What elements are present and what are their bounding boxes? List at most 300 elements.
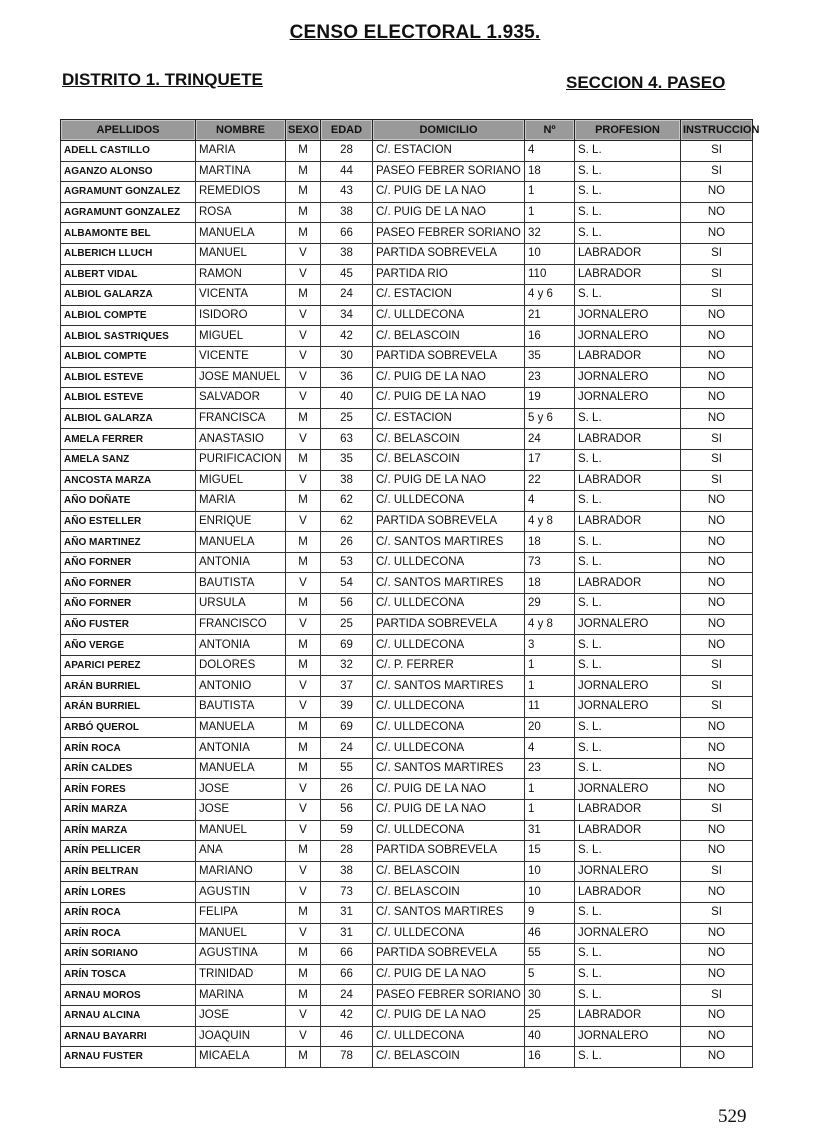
cell-domicilio: C/. PUIG DE LA NAO (373, 779, 525, 800)
table-row (61, 1005, 753, 1026)
cell-edad: 28 (321, 841, 373, 862)
cell-instruccion: NO (681, 1026, 753, 1047)
cell-profesion: LABRADOR (575, 470, 681, 491)
cell-domicilio: PARTIDA SOBREVELA (373, 346, 525, 367)
cell-nombre: ANTONIO (196, 676, 286, 697)
table-row (61, 882, 753, 903)
cell-numero: 19 (525, 388, 575, 409)
cell-nombre: ANTONIA (196, 635, 286, 656)
cell-numero: 18 (525, 161, 575, 182)
cell-instruccion: NO (681, 491, 753, 512)
cell-nombre: URSULA (196, 594, 286, 615)
cell-apellidos: ARÍN ROCA (61, 738, 196, 759)
cell-nombre: DOLORES (196, 655, 286, 676)
cell-domicilio: C/. PUIG DE LA NAO (373, 182, 525, 203)
cell-apellidos: ALBIOL ESTEVE (61, 388, 196, 409)
cell-domicilio: C/. BELASCOIN (373, 326, 525, 347)
cell-nombre: VICENTE (196, 346, 286, 367)
table-row (61, 779, 753, 800)
cell-instruccion: NO (681, 305, 753, 326)
cell-nombre: BAUTISTA (196, 697, 286, 718)
cell-edad: 69 (321, 717, 373, 738)
cell-sexo: M (286, 841, 321, 862)
cell-apellidos: AÑO FORNER (61, 573, 196, 594)
cell-domicilio: C/. BELASCOIN (373, 1047, 525, 1068)
cell-apellidos: AÑO FORNER (61, 594, 196, 615)
cell-instruccion: NO (681, 408, 753, 429)
header-edad: EDAD (321, 120, 373, 141)
cell-profesion: JORNALERO (575, 923, 681, 944)
cell-instruccion: SI (681, 655, 753, 676)
cell-domicilio: C/. SANTOS MARTIRES (373, 532, 525, 553)
cell-sexo: M (286, 985, 321, 1006)
cell-instruccion: NO (681, 552, 753, 573)
cell-numero: 21 (525, 305, 575, 326)
header-sexo: SEXO (286, 120, 321, 141)
cell-instruccion: NO (681, 223, 753, 244)
cell-apellidos: ALBIOL SASTRIQUES (61, 326, 196, 347)
cell-domicilio: PARTIDA SOBREVELA (373, 841, 525, 862)
cell-instruccion: SI (681, 800, 753, 821)
cell-nombre: VICENTA (196, 285, 286, 306)
cell-sexo: V (286, 614, 321, 635)
cell-nombre: AGUSTIN (196, 882, 286, 903)
cell-apellidos: ARÍN ROCA (61, 923, 196, 944)
table-row (61, 367, 753, 388)
cell-edad: 56 (321, 800, 373, 821)
header-domicilio: DOMICILIO (373, 120, 525, 141)
cell-profesion: LABRADOR (575, 882, 681, 903)
table-row (61, 985, 753, 1006)
cell-nombre: RAMON (196, 264, 286, 285)
cell-apellidos: ARBÓ QUEROL (61, 717, 196, 738)
cell-numero: 46 (525, 923, 575, 944)
cell-edad: 24 (321, 985, 373, 1006)
cell-nombre: MARIANO (196, 861, 286, 882)
table-row (61, 758, 753, 779)
cell-instruccion: NO (681, 594, 753, 615)
cell-numero: 18 (525, 573, 575, 594)
table-row (61, 182, 753, 203)
cell-nombre: MARINA (196, 985, 286, 1006)
table-row (61, 141, 753, 162)
table-row (61, 841, 753, 862)
cell-apellidos: AÑO ESTELLER (61, 511, 196, 532)
cell-sexo: V (286, 923, 321, 944)
cell-instruccion: NO (681, 738, 753, 759)
cell-apellidos: ARNAU MOROS (61, 985, 196, 1006)
cell-apellidos: ALBERT VIDAL (61, 264, 196, 285)
table-row (61, 285, 753, 306)
cell-sexo: M (286, 182, 321, 203)
cell-edad: 31 (321, 923, 373, 944)
cell-edad: 36 (321, 367, 373, 388)
cell-nombre: FELIPA (196, 902, 286, 923)
cell-edad: 78 (321, 1047, 373, 1068)
cell-edad: 42 (321, 1005, 373, 1026)
cell-numero: 1 (525, 779, 575, 800)
cell-edad: 69 (321, 635, 373, 656)
cell-apellidos: ARÍN FORES (61, 779, 196, 800)
cell-edad: 24 (321, 738, 373, 759)
cell-numero: 25 (525, 1005, 575, 1026)
cell-domicilio: C/. P. FERRER (373, 655, 525, 676)
cell-numero: 1 (525, 202, 575, 223)
cell-sexo: V (286, 861, 321, 882)
cell-profesion: S. L. (575, 223, 681, 244)
cell-nombre: REMEDIOS (196, 182, 286, 203)
cell-instruccion: SI (681, 697, 753, 718)
cell-profesion: JORNALERO (575, 388, 681, 409)
cell-apellidos: ALBIOL ESTEVE (61, 367, 196, 388)
cell-instruccion: NO (681, 1047, 753, 1068)
cell-apellidos: ADELL CASTILLO (61, 141, 196, 162)
cell-profesion: S. L. (575, 594, 681, 615)
cell-domicilio: C/. SANTOS MARTIRES (373, 676, 525, 697)
cell-edad: 66 (321, 223, 373, 244)
cell-edad: 26 (321, 779, 373, 800)
cell-instruccion: NO (681, 923, 753, 944)
cell-sexo: M (286, 161, 321, 182)
cell-apellidos: AÑO VERGE (61, 635, 196, 656)
cell-sexo: M (286, 491, 321, 512)
cell-nombre: MANUELA (196, 758, 286, 779)
cell-domicilio: C/. PUIG DE LA NAO (373, 470, 525, 491)
cell-edad: 37 (321, 676, 373, 697)
table-row (61, 1026, 753, 1047)
cell-sexo: M (286, 285, 321, 306)
table-row (61, 923, 753, 944)
cell-apellidos: ALBAMONTE BEL (61, 223, 196, 244)
header-nombre: NOMBRE (196, 120, 286, 141)
cell-instruccion: NO (681, 511, 753, 532)
cell-instruccion: NO (681, 841, 753, 862)
cell-edad: 40 (321, 388, 373, 409)
cell-domicilio: PARTIDA RIO (373, 264, 525, 285)
cell-numero: 9 (525, 902, 575, 923)
cell-profesion: S. L. (575, 408, 681, 429)
cell-domicilio: C/. PUIG DE LA NAO (373, 800, 525, 821)
table-row (61, 305, 753, 326)
cell-domicilio: C/. SANTOS MARTIRES (373, 902, 525, 923)
cell-nombre: JOSE MANUEL (196, 367, 286, 388)
cell-profesion: S. L. (575, 1047, 681, 1068)
table-row (61, 717, 753, 738)
table-row (61, 449, 753, 470)
table-row (61, 388, 753, 409)
cell-numero: 4 (525, 491, 575, 512)
cell-profesion: S. L. (575, 182, 681, 203)
cell-instruccion: NO (681, 882, 753, 903)
cell-profesion: JORNALERO (575, 326, 681, 347)
cell-nombre: MANUEL (196, 243, 286, 264)
cell-nombre: TRINIDAD (196, 964, 286, 985)
cell-domicilio: C/. ULLDECONA (373, 697, 525, 718)
table-header-row (61, 120, 753, 141)
cell-sexo: M (286, 532, 321, 553)
table-row (61, 491, 753, 512)
cell-numero: 31 (525, 820, 575, 841)
table-row (61, 470, 753, 491)
cell-apellidos: AÑO DOÑATE (61, 491, 196, 512)
cell-sexo: M (286, 408, 321, 429)
cell-edad: 43 (321, 182, 373, 203)
cell-profesion: LABRADOR (575, 573, 681, 594)
cell-numero: 4 (525, 738, 575, 759)
table-row (61, 944, 753, 965)
table-row (61, 697, 753, 718)
cell-domicilio: C/. PUIG DE LA NAO (373, 1005, 525, 1026)
document-title: CENSO ELECTORAL 1.935. (289, 22, 541, 43)
cell-nombre: ROSA (196, 202, 286, 223)
cell-profesion: JORNALERO (575, 305, 681, 326)
cell-domicilio: C/. PUIG DE LA NAO (373, 367, 525, 388)
cell-sexo: M (286, 758, 321, 779)
cell-profesion: S. L. (575, 449, 681, 470)
cell-apellidos: ARÍN BELTRAN (61, 861, 196, 882)
cell-numero: 3 (525, 635, 575, 656)
cell-instruccion: NO (681, 202, 753, 223)
cell-numero: 23 (525, 758, 575, 779)
cell-numero: 22 (525, 470, 575, 491)
table-row (61, 429, 753, 450)
cell-domicilio: PARTIDA SOBREVELA (373, 944, 525, 965)
cell-numero: 10 (525, 243, 575, 264)
cell-nombre: MANUELA (196, 532, 286, 553)
table-row (61, 676, 753, 697)
cell-sexo: M (286, 944, 321, 965)
cell-numero: 4 (525, 141, 575, 162)
cell-edad: 39 (321, 697, 373, 718)
cell-numero: 4 y 8 (525, 511, 575, 532)
cell-profesion: S. L. (575, 944, 681, 965)
cell-domicilio: PARTIDA SOBREVELA (373, 614, 525, 635)
cell-domicilio: PASEO FEBRER SORIANO (373, 985, 525, 1006)
cell-instruccion: NO (681, 614, 753, 635)
cell-instruccion: NO (681, 779, 753, 800)
cell-domicilio: C/. ULLDECONA (373, 491, 525, 512)
cell-profesion: S. L. (575, 841, 681, 862)
cell-edad: 38 (321, 243, 373, 264)
cell-instruccion: SI (681, 902, 753, 923)
cell-instruccion: NO (681, 573, 753, 594)
cell-instruccion: NO (681, 367, 753, 388)
cell-sexo: V (286, 470, 321, 491)
table-row (61, 861, 753, 882)
cell-sexo: V (286, 820, 321, 841)
cell-profesion: JORNALERO (575, 697, 681, 718)
cell-instruccion: NO (681, 758, 753, 779)
cell-apellidos: AMELA FERRER (61, 429, 196, 450)
cell-profesion: S. L. (575, 902, 681, 923)
cell-apellidos: ANCOSTA MARZA (61, 470, 196, 491)
cell-sexo: V (286, 346, 321, 367)
table-row (61, 800, 753, 821)
table-body (61, 141, 753, 1068)
cell-apellidos: ALBERICH LLUCH (61, 243, 196, 264)
cell-nombre: JOSE (196, 779, 286, 800)
cell-sexo: M (286, 202, 321, 223)
cell-edad: 56 (321, 594, 373, 615)
table-row (61, 264, 753, 285)
table-row (61, 635, 753, 656)
cell-apellidos: ARÍN SORIANO (61, 944, 196, 965)
cell-domicilio: C/. PUIG DE LA NAO (373, 388, 525, 409)
table-row (61, 655, 753, 676)
cell-profesion: LABRADOR (575, 511, 681, 532)
cell-numero: 1 (525, 676, 575, 697)
cell-numero: 17 (525, 449, 575, 470)
table-row (61, 511, 753, 532)
cell-apellidos: ALBIOL COMPTE (61, 346, 196, 367)
cell-nombre: JOSE (196, 1005, 286, 1026)
header-apellidos: APELLIDOS (61, 120, 196, 141)
cell-numero: 18 (525, 532, 575, 553)
cell-instruccion: SI (681, 243, 753, 264)
cell-edad: 30 (321, 346, 373, 367)
cell-nombre: MIGUEL (196, 326, 286, 347)
cell-edad: 54 (321, 573, 373, 594)
cell-sexo: V (286, 305, 321, 326)
cell-sexo: V (286, 326, 321, 347)
cell-edad: 25 (321, 408, 373, 429)
cell-domicilio: C/. ULLDECONA (373, 738, 525, 759)
cell-sexo: M (286, 552, 321, 573)
cell-numero: 20 (525, 717, 575, 738)
cell-apellidos: ARÍN MARZA (61, 800, 196, 821)
cell-numero: 1 (525, 655, 575, 676)
cell-domicilio: C/. SANTOS MARTIRES (373, 573, 525, 594)
cell-profesion: JORNALERO (575, 614, 681, 635)
cell-apellidos: ARÁN BURRIEL (61, 697, 196, 718)
cell-numero: 35 (525, 346, 575, 367)
cell-edad: 35 (321, 449, 373, 470)
cell-edad: 31 (321, 902, 373, 923)
cell-profesion: LABRADOR (575, 346, 681, 367)
cell-numero: 55 (525, 944, 575, 965)
cell-profesion: JORNALERO (575, 779, 681, 800)
cell-nombre: MARIA (196, 491, 286, 512)
cell-domicilio: C/. ESTACION (373, 408, 525, 429)
cell-numero: 73 (525, 552, 575, 573)
cell-sexo: V (286, 1026, 321, 1047)
cell-profesion: S. L. (575, 738, 681, 759)
table-row (61, 902, 753, 923)
cell-sexo: V (286, 1005, 321, 1026)
cell-profesion: S. L. (575, 161, 681, 182)
cell-domicilio: C/. ESTACION (373, 285, 525, 306)
section-heading: SECCION 4. PASEO (566, 73, 726, 92)
cell-nombre: BAUTISTA (196, 573, 286, 594)
cell-apellidos: ARÍN LORES (61, 882, 196, 903)
cell-sexo: M (286, 1047, 321, 1068)
cell-numero: 1 (525, 800, 575, 821)
cell-profesion: JORNALERO (575, 861, 681, 882)
cell-sexo: V (286, 264, 321, 285)
cell-numero: 4 y 8 (525, 614, 575, 635)
cell-domicilio: PASEO FEBRER SORIANO (373, 223, 525, 244)
table-row (61, 614, 753, 635)
cell-edad: 38 (321, 470, 373, 491)
cell-edad: 32 (321, 655, 373, 676)
cell-apellidos: ARÍN MARZA (61, 820, 196, 841)
cell-profesion: S. L. (575, 141, 681, 162)
page-number: 529 (718, 1106, 747, 1127)
cell-numero: 30 (525, 985, 575, 1006)
cell-domicilio: PARTIDA SOBREVELA (373, 243, 525, 264)
table-row (61, 223, 753, 244)
header-profesion: PROFESION (575, 120, 681, 141)
cell-profesion: LABRADOR (575, 243, 681, 264)
cell-apellidos: ARÍN PELLICER (61, 841, 196, 862)
cell-numero: 40 (525, 1026, 575, 1047)
cell-domicilio: C/. BELASCOIN (373, 449, 525, 470)
cell-instruccion: NO (681, 1005, 753, 1026)
cell-apellidos: ARNAU BAYARRI (61, 1026, 196, 1047)
cell-edad: 73 (321, 882, 373, 903)
cell-instruccion: SI (681, 985, 753, 1006)
cell-instruccion: SI (681, 161, 753, 182)
header-numero: Nº (525, 120, 575, 141)
table-row (61, 326, 753, 347)
table-row (61, 738, 753, 759)
cell-apellidos: ALBIOL GALARZA (61, 285, 196, 306)
cell-domicilio: C/. BELASCOIN (373, 429, 525, 450)
cell-numero: 10 (525, 861, 575, 882)
cell-instruccion: SI (681, 676, 753, 697)
cell-nombre: MICAELA (196, 1047, 286, 1068)
cell-domicilio: C/. BELASCOIN (373, 882, 525, 903)
cell-edad: 59 (321, 820, 373, 841)
cell-nombre: SALVADOR (196, 388, 286, 409)
cell-sexo: M (286, 141, 321, 162)
cell-instruccion: NO (681, 820, 753, 841)
cell-domicilio: C/. PUIG DE LA NAO (373, 202, 525, 223)
cell-apellidos: ARÍN TOSCA (61, 964, 196, 985)
cell-profesion: S. L. (575, 202, 681, 223)
cell-nombre: AGUSTINA (196, 944, 286, 965)
cell-domicilio: C/. ULLDECONA (373, 305, 525, 326)
cell-instruccion: NO (681, 944, 753, 965)
cell-numero: 11 (525, 697, 575, 718)
cell-instruccion: NO (681, 964, 753, 985)
header-instruccion: INSTRUCCION (681, 120, 753, 141)
cell-apellidos: ARNAU FUSTER (61, 1047, 196, 1068)
table-row (61, 202, 753, 223)
cell-numero: 5 (525, 964, 575, 985)
cell-sexo: V (286, 429, 321, 450)
cell-apellidos: AGANZO ALONSO (61, 161, 196, 182)
cell-sexo: M (286, 717, 321, 738)
census-table (60, 119, 760, 1068)
cell-sexo: M (286, 223, 321, 244)
cell-numero: 29 (525, 594, 575, 615)
cell-edad: 44 (321, 161, 373, 182)
cell-nombre: ANTONIA (196, 738, 286, 759)
cell-edad: 24 (321, 285, 373, 306)
cell-edad: 63 (321, 429, 373, 450)
cell-nombre: MANUEL (196, 820, 286, 841)
table-row (61, 820, 753, 841)
cell-apellidos: ALBIOL GALARZA (61, 408, 196, 429)
cell-nombre: MANUELA (196, 223, 286, 244)
cell-profesion: S. L. (575, 532, 681, 553)
cell-nombre: ISIDORO (196, 305, 286, 326)
cell-domicilio: C/. ULLDECONA (373, 594, 525, 615)
cell-apellidos: AÑO FUSTER (61, 614, 196, 635)
cell-profesion: S. L. (575, 491, 681, 512)
cell-sexo: V (286, 388, 321, 409)
